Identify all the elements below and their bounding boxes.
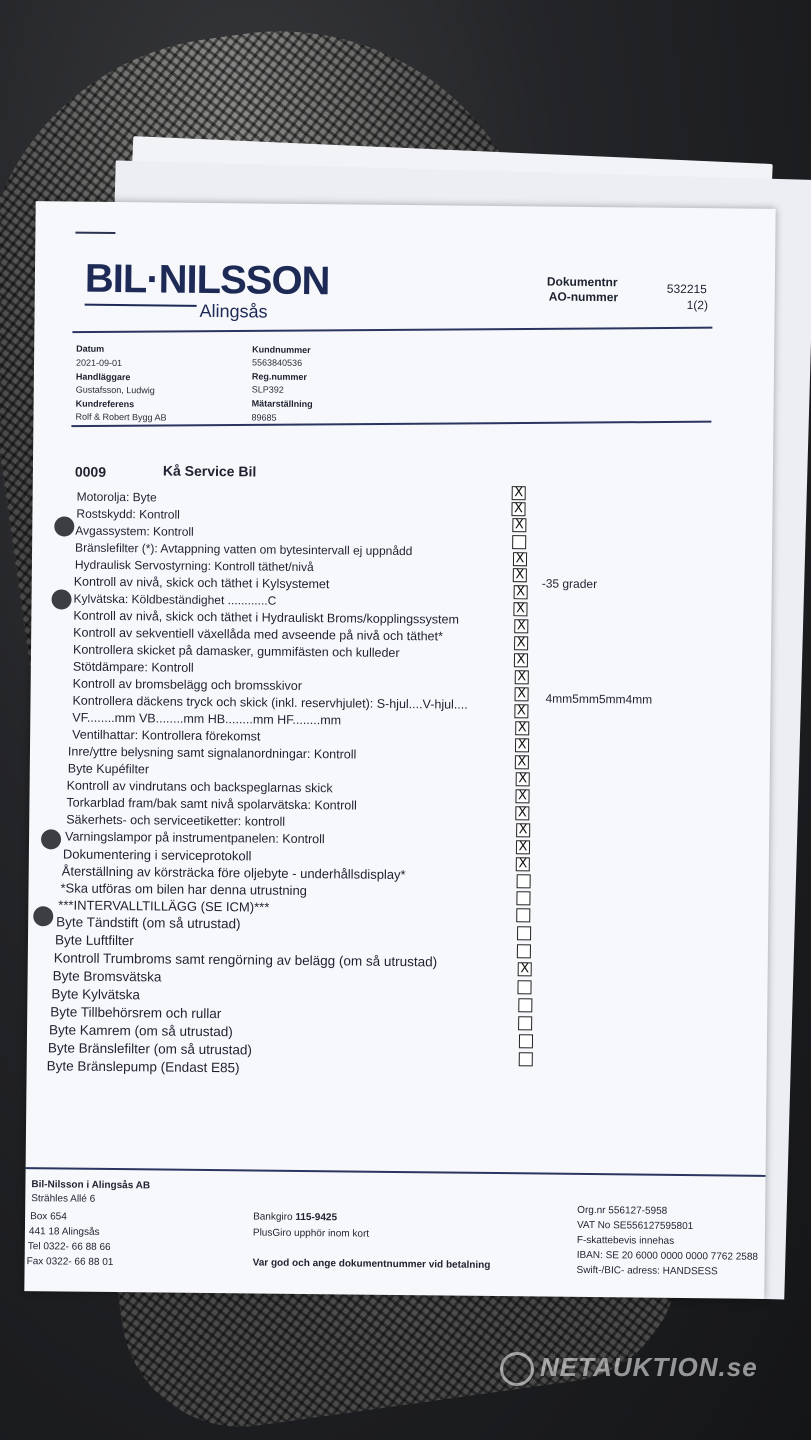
top-dash xyxy=(75,232,115,234)
checkbox[interactable]: X xyxy=(516,772,530,786)
checklist-item: Byte Kamrem (om så utrustad) xyxy=(48,1022,233,1040)
checkbox[interactable]: X xyxy=(513,602,527,616)
checkbox[interactable]: X xyxy=(514,636,528,650)
footer-vat: VAT No SE556127595801 xyxy=(576,1219,694,1233)
handlaggare-value: Gustafsson, Ludwig xyxy=(75,384,155,396)
checklist-item: Kontroll Trumbroms samt rengörning av belägg (om så utrustad) xyxy=(53,950,438,970)
checkbox[interactable]: X xyxy=(512,518,526,532)
checkbox[interactable]: X xyxy=(514,704,528,718)
checklist-item: Avgassystem: Kontroll xyxy=(75,523,194,539)
checkbox[interactable]: X xyxy=(515,721,529,735)
kundnummer-value: 5563840536 xyxy=(251,357,303,368)
checkbox[interactable]: X xyxy=(514,585,528,599)
checklist-item: Motorolja: Byte xyxy=(76,489,157,505)
punch-hole xyxy=(33,906,53,926)
checkbox[interactable] xyxy=(512,535,526,549)
checklist-item: Hydraulisk Servostyrning: Kontroll täthet/nivå xyxy=(74,557,314,575)
footer-fax: Fax 0322- 66 88 01 xyxy=(26,1256,114,1269)
checklist-item: Kylvätska: Köldbeständighet ............C xyxy=(73,591,277,608)
header-rule xyxy=(72,327,712,333)
footer-orgnr: Org.nr 556127-5958 xyxy=(577,1204,668,1217)
handlaggare-label: Handläggare xyxy=(75,371,131,383)
company-logo-city: Alingsås xyxy=(199,300,268,322)
footer-box: Box 654 xyxy=(30,1211,67,1223)
checklist-item: Kontroll av sekventiell växellåda med avseende på nivå och täthet* xyxy=(73,625,443,644)
footer-street: Strähles Allé 6 xyxy=(31,1193,96,1205)
dokumentnr-label: Dokumentnr xyxy=(546,274,618,290)
datum-value: 2021-09-01 xyxy=(75,357,123,369)
checklist-item: Dokumentering i serviceprotokoll xyxy=(62,846,252,864)
checklist-item: Byte Kylvätska xyxy=(51,986,141,1003)
checklist-item: Säkerhets- och serviceetiketter: kontroll xyxy=(66,812,286,829)
footer-iban: IBAN: SE 20 6000 0000 0000 7762 2588 xyxy=(576,1249,759,1263)
matarstallning-value: 89685 xyxy=(251,412,277,423)
checklist-item: Byte Tändstift (om så utrustad) xyxy=(56,914,241,932)
coolant-note: -35 grader xyxy=(541,576,598,592)
checkbox[interactable] xyxy=(517,926,531,940)
checklist-item: Kontroll av vindrutans och backspeglarnas skick xyxy=(66,778,333,796)
punch-hole xyxy=(54,516,74,536)
section-code: 0009 xyxy=(74,463,107,480)
checkbox[interactable]: X xyxy=(518,962,532,976)
footer-company: Bil-Nilsson i Alingsås AB xyxy=(31,1179,151,1192)
checkbox[interactable]: X xyxy=(515,755,529,769)
checklist-item: VF........mm VB........mm HB........mm HF........mm xyxy=(72,710,342,728)
checklist-item: *Ska utföras om bilen har denna utrustning xyxy=(60,880,308,899)
checklist-item: Kontroll av nivå, skick och täthet i Kylsystemet xyxy=(73,574,330,592)
ao-value: 1(2) xyxy=(686,297,709,313)
footer-fskatt: F-skattebevis innehas xyxy=(576,1234,675,1247)
footer-city: 441 18 Alingsås xyxy=(28,1226,100,1238)
checkbox[interactable] xyxy=(518,1016,532,1030)
checklist-item: Bränslefilter (*): Avtappning vatten om bytesintervall ej uppnådd xyxy=(75,540,413,559)
checkbox[interactable] xyxy=(519,1034,533,1048)
checkbox[interactable]: X xyxy=(516,857,530,871)
checkbox[interactable] xyxy=(516,908,530,922)
footer-tel: Tel 0322- 66 88 66 xyxy=(27,1241,111,1253)
checklist-item: ***INTERVALLTILLÄGG (SE ICM)*** xyxy=(58,897,270,915)
checklist-item: Kontrollera däckens tryck och skick (inkl. reservhjulet): S-hjul....V-hjul.... xyxy=(72,693,468,712)
footer-plusgiro: PlusGiro upphör inom kort xyxy=(252,1227,370,1240)
checkbox[interactable] xyxy=(519,1052,533,1066)
checklist-item: Byte Kupéfilter xyxy=(67,761,150,777)
matarstallning-label: Mätarställning xyxy=(251,398,313,410)
footer-swift: Swift-/BIC- adress: HANDSESS xyxy=(576,1264,718,1278)
checklist-item: Kontroll av bromsbelägg och bromsskivor xyxy=(72,676,303,693)
checkbox[interactable]: X xyxy=(516,823,530,837)
regnummer-value: SLP392 xyxy=(251,384,284,395)
checklist-item: Stötdämpare: Kontroll xyxy=(72,659,194,675)
punch-hole xyxy=(51,589,71,609)
kundnummer-label: Kundnummer xyxy=(252,344,311,356)
ao-label: AO-nummer xyxy=(548,289,619,305)
logo-underline xyxy=(85,304,197,307)
checkbox[interactable]: X xyxy=(515,670,529,684)
checkbox[interactable] xyxy=(518,998,532,1012)
checkbox[interactable]: X xyxy=(514,653,528,667)
checkbox[interactable]: X xyxy=(515,687,529,701)
checklist-item: Ventilhattar: Kontrollera förekomst xyxy=(72,727,261,744)
watermark-logo-icon xyxy=(500,1352,534,1386)
kundreferens-value: Rolf & Robert Bygg AB xyxy=(75,411,167,423)
checkbox[interactable]: X xyxy=(513,568,527,582)
footer-bankgiro: Bankgiro 115-9425 xyxy=(253,1211,338,1224)
checkbox[interactable] xyxy=(517,944,531,958)
checkbox[interactable]: X xyxy=(515,738,529,752)
checklist-item: Byte Bromsvätska xyxy=(52,968,162,985)
checklist-item: Kontroll av nivå, skick och täthet i Hydrauliskt Broms/kopplingssystem xyxy=(73,608,460,627)
checklist-item: Varningslampor på instrumentpanelen: Kontroll xyxy=(65,829,325,847)
tire-depth-note: 4mm5mm5mm4mm xyxy=(545,691,653,707)
dokumentnr-value: 532215 xyxy=(666,281,707,297)
checklist-item: Byte Bränslefilter (om så utrustad) xyxy=(47,1040,253,1058)
checklist-item: Rostskydd: Kontroll xyxy=(76,506,180,522)
datum-label: Datum xyxy=(76,343,105,354)
footer-rule xyxy=(26,1167,766,1177)
checkbox[interactable] xyxy=(517,980,531,994)
checklist-item: Återställning av körsträcka före oljebyte - underhållsdisplay* xyxy=(61,863,406,883)
checkbox[interactable]: X xyxy=(516,840,530,854)
checkbox[interactable] xyxy=(517,874,531,888)
checklist-item: Inre/yttre belysning samt signalanordningar: Kontroll xyxy=(67,744,357,762)
service-document xyxy=(24,201,775,1299)
checkbox[interactable]: X xyxy=(513,552,527,566)
checklist-item: Byte Tillbehörsrem och rullar xyxy=(50,1004,222,1022)
punch-hole xyxy=(41,829,61,849)
company-logo: BIL·NILSSON xyxy=(84,256,330,304)
kundreferens-label: Kundreferens xyxy=(75,398,135,410)
checklist-item: Byte Luftfilter xyxy=(54,932,134,949)
footer-payment-note: Var god och ange dokumentnummer vid betalning xyxy=(252,1257,491,1271)
checkbox[interactable]: X xyxy=(515,789,529,803)
checkbox[interactable]: X xyxy=(515,806,529,820)
checklist-item: Byte Bränslepump (Endast E85) xyxy=(46,1058,240,1076)
checklist-item: Torkarblad fram/bak samt nivå spolarvätska: Kontroll xyxy=(66,795,357,813)
regnummer-label: Reg.nummer xyxy=(251,371,307,383)
checkbox[interactable] xyxy=(516,891,530,905)
fields-rule xyxy=(71,421,711,427)
checkbox[interactable]: X xyxy=(514,619,528,633)
checklist-item: Kontrollera skicket på damasker, gummifästen och kulleder xyxy=(72,642,400,660)
checkbox[interactable]: X xyxy=(512,486,526,500)
watermark: NETAUKTION.se xyxy=(540,1352,758,1382)
checkbox[interactable]: X xyxy=(511,502,525,516)
section-title: Kå Service Bil xyxy=(162,462,257,480)
